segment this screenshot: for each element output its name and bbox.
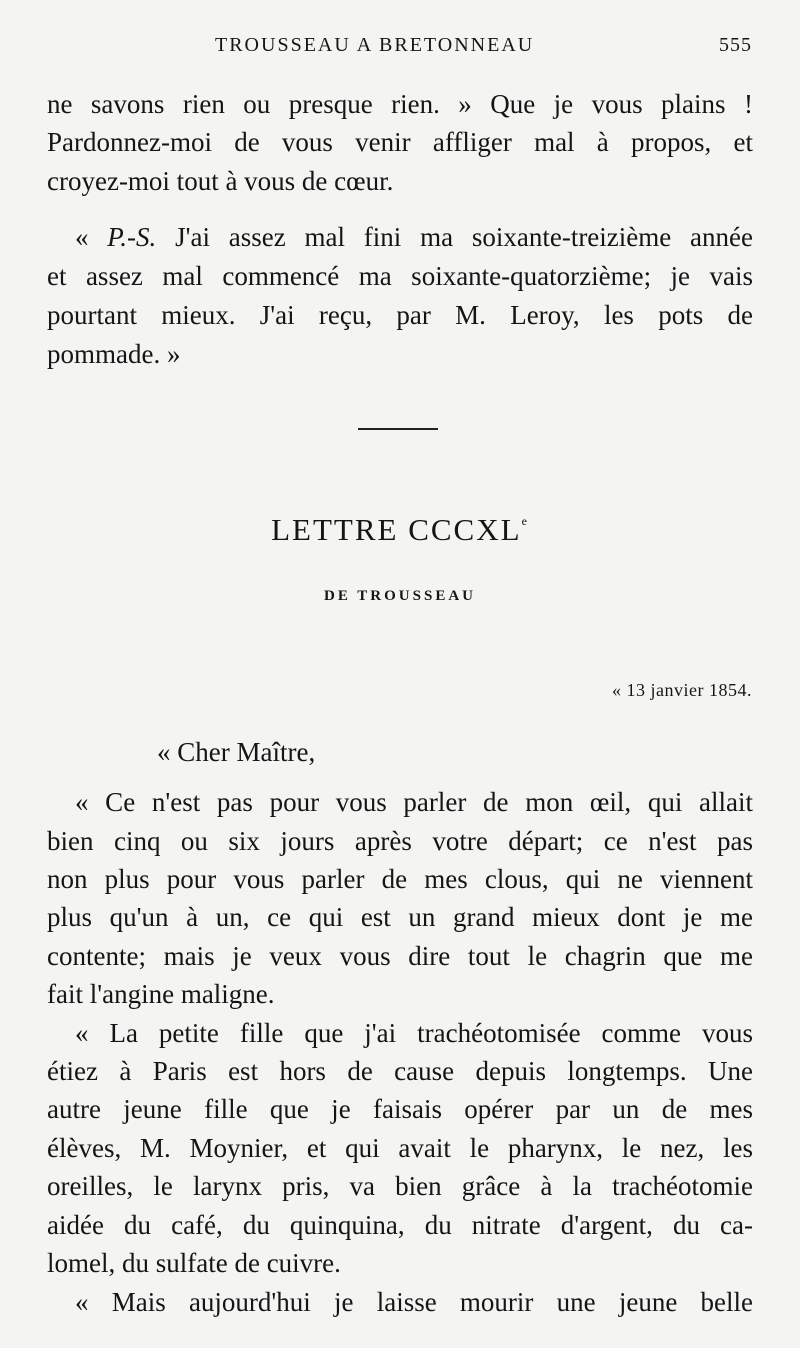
letter-subtitle: DE TROUSSEAU — [323, 588, 476, 604]
text-line: et assez mal commencé ma soixante-quatorzième; je vais — [47, 261, 753, 291]
postscript-label: P.-S. — [107, 222, 157, 252]
text-line: « Mais aujourd'hui je laisse mourir une jeune belle — [75, 1287, 753, 1317]
text-line: croyez-moi tout à vous de cœur. — [47, 166, 394, 196]
text-line: pourtant mieux. J'ai reçu, par M. Leroy, les pots de — [47, 300, 753, 330]
text-line: Pardonnez-moi de vous venir affliger mal à propos, et — [47, 127, 753, 157]
text-line: fait l'angine maligne. — [47, 979, 275, 1009]
text-line: bien cinq ou six jours après votre départ; ce n'est pas — [47, 826, 753, 856]
text-line: « La petite fille que j'ai trachéotomisée comme vous — [75, 1018, 753, 1048]
running-head: TROUSSEAU A BRETONNEAU — [215, 34, 535, 56]
page-number: 555 — [719, 34, 752, 56]
text-line: pommade. » — [47, 339, 181, 369]
text-line: aidée du café, du quinquina, du nitrate d'argent, du ca- — [47, 1210, 753, 1240]
letter-date: « 13 janvier 1854. — [612, 680, 752, 700]
salutation: « Cher Maître, — [157, 737, 316, 767]
text-line: oreilles, le larynx pris, va bien grâce à la trachéotomie — [47, 1171, 753, 1201]
text-line: étiez à Paris est hors de cause depuis longtemps. Une — [47, 1056, 753, 1086]
text-line: ne savons rien ou presque rien. » Que je vous plains ! — [47, 89, 753, 119]
postscript-text: J'ai assez mal fini ma soixante-treizième année — [156, 222, 753, 252]
text-line: élèves, M. Moynier, et qui avait le pharynx, le nez, les — [47, 1133, 753, 1163]
letter-title — [0, 512, 800, 548]
text-line: plus qu'un à un, ce qui est un grand mieux dont je me — [47, 902, 753, 932]
section-divider — [358, 428, 438, 430]
postscript-first-line — [75, 218, 753, 256]
text-line: autre jeune fille que je faisais opérer par un de mes — [47, 1094, 753, 1124]
text-line: lomel, du sulfate de cuivre. — [47, 1248, 341, 1278]
letter-title-text: LETTRE CCCXL — [271, 512, 522, 547]
letter-title-superscript: e — [521, 514, 529, 528]
quote-open: « — [75, 222, 108, 252]
text-line: non plus pour vous parler de mes clous, qui ne viennent — [47, 864, 753, 894]
text-line: contente; mais je veux vous dire tout le chagrin que me — [47, 941, 753, 971]
text-line: « Ce n'est pas pour vous parler de mon œil, qui allait — [75, 787, 753, 817]
